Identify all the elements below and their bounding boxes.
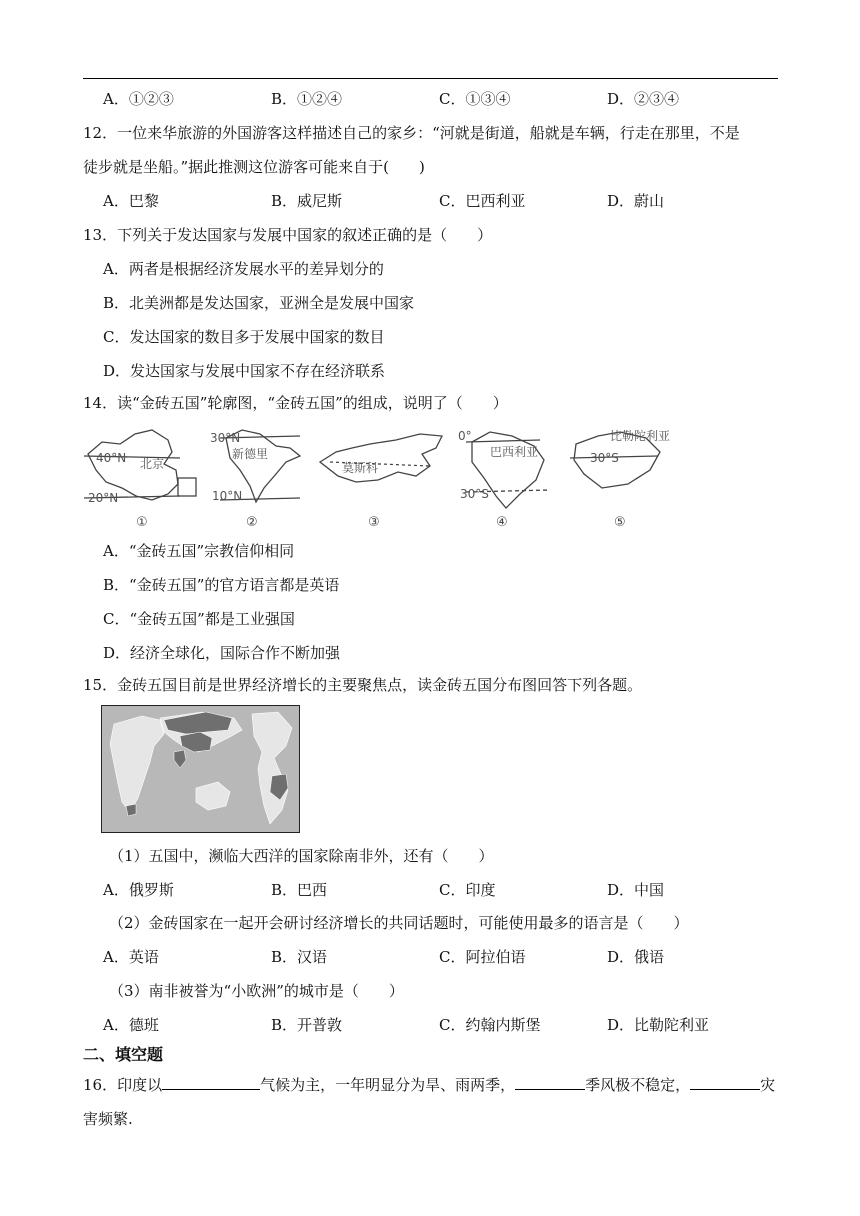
q16-text-part1: 16．印度以 (83, 1076, 163, 1094)
south-africa-highlight (126, 804, 136, 816)
china-outline (88, 430, 178, 500)
q15-sub2-stem: （2）金砖国家在一起开会研讨经济增长的共同话题时，可能使用最多的语言是（ ） (109, 914, 689, 932)
q12-option-a[interactable]: A．巴黎 (103, 192, 159, 210)
q15-sub2-option-c[interactable]: C．阿拉伯语 (439, 948, 526, 966)
q15-sub1-option-d[interactable]: D．中国 (607, 881, 665, 899)
q14-option-d[interactable]: D．经济全球化，国际合作不断加强 (103, 644, 341, 662)
q15-sub1-option-b[interactable]: B．巴西 (271, 881, 328, 899)
q15-sub2-option-d[interactable]: D．俄语 (607, 948, 665, 966)
map5-capital-label: 比勒陀利亚 (610, 429, 671, 443)
q16-text-part4: 灾 (760, 1076, 776, 1094)
q16-blank-2[interactable] (515, 1073, 585, 1090)
q15-stem: 15．金砖五国目前是世界经济增长的主要聚焦点，读金砖五国分布图回答下列各题。 (83, 676, 643, 694)
q15-sub1-option-a[interactable]: A．俄罗斯 (103, 881, 174, 899)
map3-capital-label: 莫斯科 (342, 461, 379, 475)
q16-text-part2: 气候为主，一年明显分为旱、雨两季， (260, 1076, 516, 1094)
q15-sub3-option-c[interactable]: C．约翰内斯堡 (439, 1016, 541, 1034)
q12-option-d[interactable]: D．蔚山 (607, 192, 665, 210)
q15-sub2-options (103, 946, 783, 968)
q13-option-a[interactable]: A．两者是根据经济发展水平的差异划分的 (103, 260, 384, 278)
map1-capital-label: 北京 (140, 457, 165, 471)
map2-number: ② (246, 515, 258, 530)
q11-option-c[interactable]: C．①③④ (439, 90, 511, 108)
q11-option-d[interactable]: D．②③④ (607, 90, 680, 108)
map1-number: ① (136, 515, 148, 530)
q15-sub3-option-d[interactable]: D．比勒陀利亚 (607, 1016, 710, 1034)
q15-sub3-stem: （3）南非被誉为“小欧洲”的城市是（ ） (109, 982, 404, 1000)
q11-option-a[interactable]: A．①②③ (103, 90, 174, 108)
q16-line2: 害频繁. (83, 1110, 133, 1128)
q14-stem: 14．读“金砖五国”轮廓图，“金砖五国”的组成，说明了（ ） (83, 394, 508, 412)
map5-lat30-label: 30°S (590, 451, 619, 465)
q15-sub3-option-a[interactable]: A．德班 (103, 1016, 159, 1034)
q15-sub2-option-a[interactable]: A．英语 (103, 948, 159, 966)
map3-number: ③ (368, 515, 380, 530)
q14-option-b[interactable]: B．“金砖五国”的官方语言都是英语 (103, 576, 340, 594)
map5-number: ⑤ (614, 515, 626, 530)
q15-sub3-options (103, 1014, 783, 1036)
map4-lat30-label: 30°S (460, 487, 489, 501)
russia-outline (320, 434, 442, 482)
q11-option-b[interactable]: B．①②④ (271, 90, 343, 108)
q15-sub1-options (103, 879, 783, 901)
q16-line1 (83, 1070, 783, 1100)
q15-sub1-stem: （1）五国中，濒临大西洋的国家除南非外，还有（ ） (109, 847, 494, 865)
brics-world-map (101, 705, 300, 833)
section-heading: 二、填空题 (83, 1045, 164, 1064)
q13-option-c[interactable]: C．发达国家的数目多于发展中国家的数目 (103, 328, 385, 346)
q13-option-b[interactable]: B．北美洲都是发达国家，亚洲全是发展中国家 (103, 294, 415, 312)
q12-stem-line2: 徒步就是坐船。”据此推测这位游客可能来自于( ) (83, 158, 425, 176)
q16-blank-1[interactable] (162, 1073, 260, 1090)
q12-option-c[interactable]: C．巴西利亚 (439, 192, 526, 210)
q13-option-d[interactable]: D．发达国家与发展中国家不存在经济联系 (103, 362, 386, 380)
brics-outline-maps (80, 422, 680, 532)
q14-option-a[interactable]: A．“金砖五国”宗教信仰相同 (103, 542, 295, 560)
map2-lat30-label: 30°N (210, 431, 241, 445)
q15-sub3-option-b[interactable]: B．开普敦 (271, 1016, 343, 1034)
q14-option-c[interactable]: C．“金砖五国”都是工业强国 (103, 610, 295, 628)
q15-sub1-option-c[interactable]: C．印度 (439, 881, 496, 899)
map4-capital-label: 巴西利亚 (490, 445, 539, 459)
map2-capital-label: 新德里 (232, 447, 269, 461)
q16-text-part3: 季风极不稳定， (585, 1076, 691, 1094)
q15-sub2-option-b[interactable]: B．汉语 (271, 948, 328, 966)
q12-option-b[interactable]: B．威尼斯 (271, 192, 343, 210)
map4-lat0-label: 0° (458, 429, 472, 443)
q12-options (103, 190, 783, 212)
map1-lat20-label: 20°N (88, 491, 119, 505)
q16-blank-3[interactable] (690, 1073, 760, 1090)
q12-stem-line1: 12．一位来华旅游的外国游客这样描述自己的家乡：“河就是街道，船就是车辆，行走在那里，不是 (83, 124, 740, 142)
map1-lat40-label: 40°N (96, 451, 127, 465)
header-rule (83, 78, 778, 79)
map2-lat10-label: 10°N (212, 489, 243, 503)
q13-stem: 13．下列关于发达国家与发展中国家的叙述正确的是（ ） (83, 226, 493, 244)
map4-number: ④ (496, 515, 508, 530)
q11-options (103, 88, 783, 110)
